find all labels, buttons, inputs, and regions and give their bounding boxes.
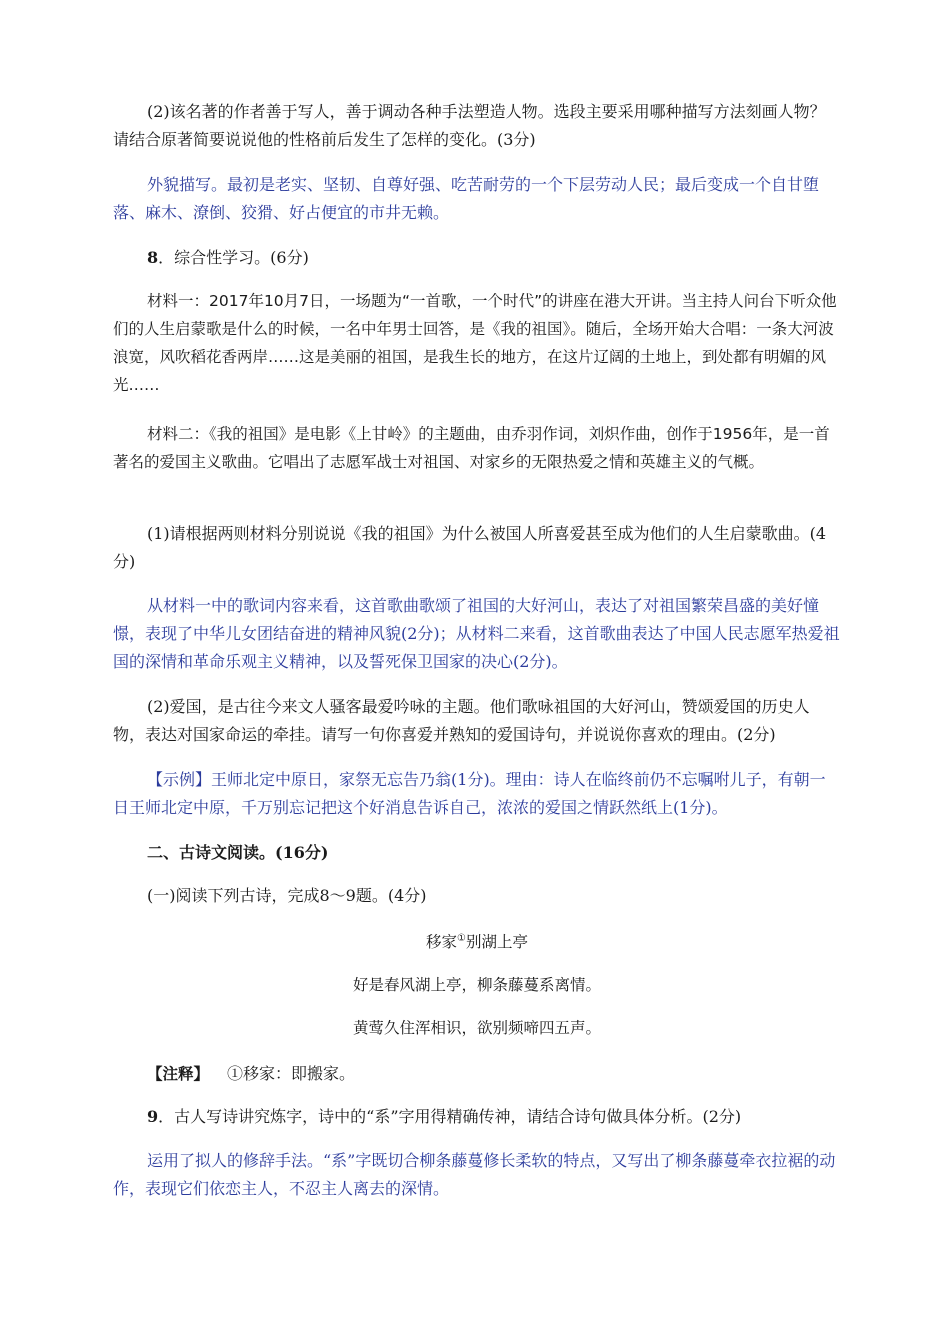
poem-note <box>113 1060 841 1088</box>
q7-2-question: (2)该名著的作者善于写人，善于调动各种手法塑造人物。选段主要采用哪种描写方法刻画人物？请结合原著简要说说他的性格前后发生了怎样的变化。(3分) <box>113 102 826 149</box>
example-text: 王师北定中原日，家祭无忘告乃翁(1分)。理由：诗人在临终前仍不忘嘱咐儿子，有朝一日王师北定中原，千万别忘记把这个好消息告诉自己，浓浓的爱国之情跃然纸上(1分)。 <box>113 770 826 817</box>
poem-title <box>113 928 841 956</box>
poem-note-text: ①移家：即搬家。 <box>227 1064 356 1083</box>
q7-2-answer: 外貌描写。最初是老实、坚韧、自尊好强、吃苦耐劳的一个下层劳动人民；最后变成一个自甘堕落、麻木、潦倒、狡猾、好占便宜的市井无赖。 <box>113 175 820 222</box>
section2-part1: (一)阅读下列古诗，完成8～9题。(4分) <box>147 886 427 905</box>
poem-note-label: 【注释】 <box>147 1065 210 1083</box>
q8-sub2-answer <box>113 766 841 822</box>
q8-sub2-question: (2)爱国，是古往今来文人骚客最爱吟咏的主题。他们歌咏祖国的大好河山，赞颂爱国的历史人物，表达对国家命运的牵挂。请写一句你喜爱并熟知的爱国诗句，并说说你喜欢的理由。(2分) <box>113 697 810 744</box>
poem-line-1: 好是春风湖上亭，柳条藤蔓系离情。 <box>352 976 601 994</box>
q8-material-2: 材料二：《我的祖国》是电影《上甘岭》的主题曲，由乔羽作词，刘炽作曲，创作于1956年，是一首著名的爱国主义歌曲。它唱出了志愿军战士对祖国、对家乡的无限热爱之情和英雄主义的气概。 <box>113 425 830 471</box>
poem-title-b: 别湖上亭 <box>465 933 528 951</box>
q8-sub1-answer: 从材料一中的歌词内容来看，这首歌曲歌颂了祖国的大好河山，表达了对祖国繁荣昌盛的美好憧憬，表现了中华儿女团结奋进的精神风貌(2分)；从材料二来看，这首歌曲表达了中国人民志愿军热爱祖国的深情和革命乐观主义精神，以及誓死保卫国家的决心(2分)。 <box>113 596 840 671</box>
example-tag: 【示例】 <box>147 770 212 789</box>
q8-number: 8 <box>147 248 159 267</box>
poem-title-a: 移家 <box>426 933 458 951</box>
q9-question-line <box>113 1103 841 1131</box>
poem-line-2: 黄莺久住浑相识，欲别频啼四五声。 <box>352 1019 601 1037</box>
q9-answer: 运用了拟人的修辞手法。“系”字既切合柳条藤蔓修长柔软的特点，又写出了柳条藤蔓牵衣拉裾的动作，表现它们依恋主人，不忍主人离去的深情。 <box>113 1151 836 1198</box>
poem-note-mark: ① <box>457 932 466 944</box>
q8-heading-text: ．综合性学习。(6分) <box>158 248 309 267</box>
q9-number: 9 <box>147 1107 159 1126</box>
section2-heading: 二、古诗文阅读。(16分) <box>147 843 329 862</box>
q9-question: ．古人写诗讲究炼字，诗中的“系”字用得精确传神，请结合诗句做具体分析。(2分) <box>158 1107 742 1126</box>
q8-sub1-question: (1)请根据两则材料分别说说《我的祖国》为什么被国人所喜爱甚至成为他们的人生启蒙歌曲。(4分) <box>113 524 827 571</box>
q8-material-1: 材料一：2017年10月7日，一场题为“一首歌，一个时代”的讲座在港大开讲。当主持人问台下听众他们的人生启蒙歌是什么的时候，一名中年男士回答，是《我的祖国》。随后，全场开始大合唱：一条大河波浪宽，风吹稻花香两岸……这是美丽的祖国，是我生长的地方，在这片辽阔的土地上，到处都有明媚的风光…… <box>113 292 837 394</box>
q8-heading <box>113 244 841 272</box>
